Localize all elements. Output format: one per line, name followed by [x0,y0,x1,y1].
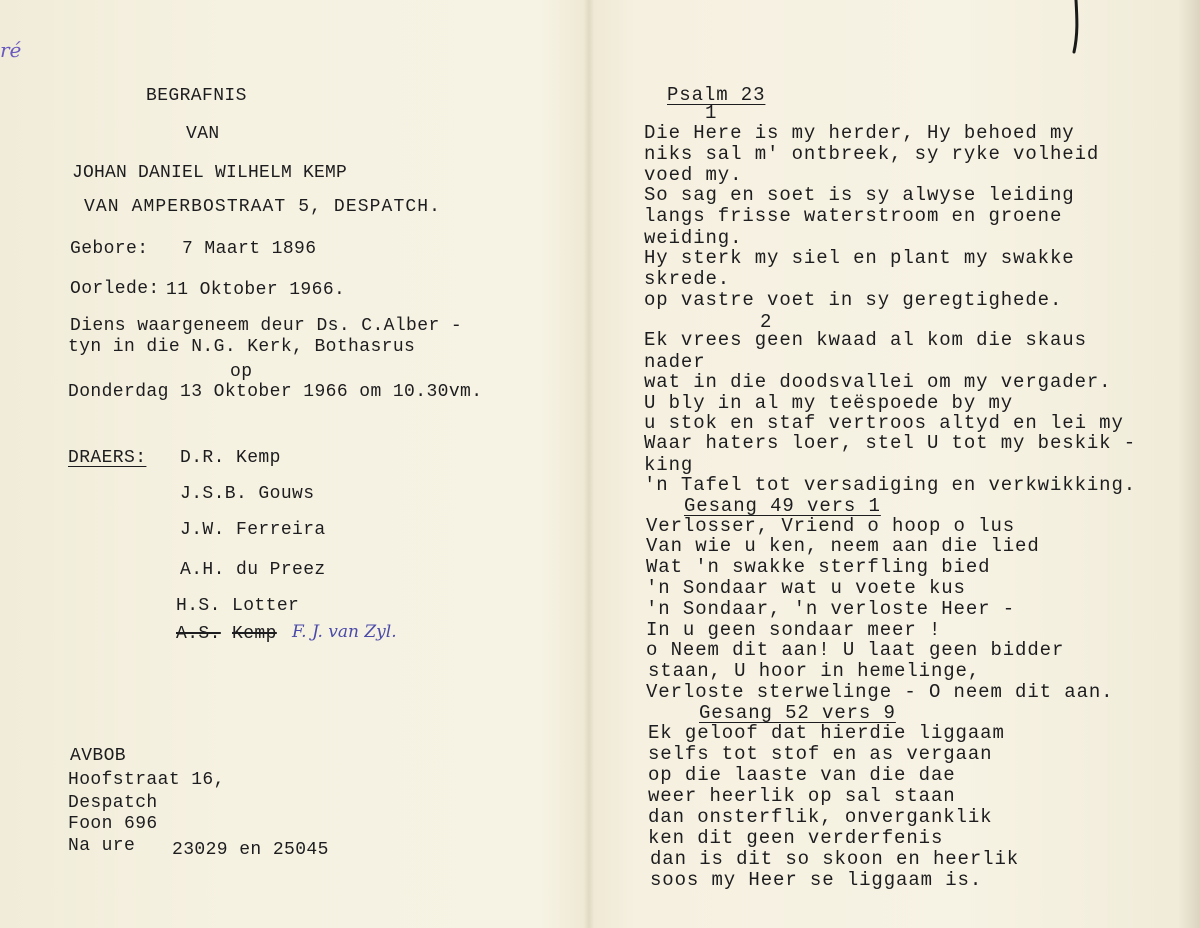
hymn-line: dan is dit so skoon en heerlik [650,848,1020,870]
verse-line: wat in die doodsvallei om my vergader. [644,371,1112,393]
verse-line: weiding. [644,227,743,249]
handwritten-replacement-bearer: F. J. van Zyl. [292,622,397,642]
verse-line: u stok en staf vertroos altyd en lei my [644,412,1124,434]
hymn-line: Verlosser, Vriend o hoop o lus [646,515,1016,537]
contact-phone: Foon 696 [68,814,158,834]
hymn-line: ken dit geen verderfenis [648,827,944,849]
verse-line: Hy sterk my siel en plant my swakke [644,247,1075,269]
verse-1-marker: 1 [705,102,718,124]
verse-line: So sag en soet is sy alwyse leiding [644,184,1075,206]
verse-line: skrede. [644,268,731,290]
verse-line: Die Here is my herder, Hy behoed my [644,122,1075,144]
handwritten-corner-mark: ré [0,38,22,62]
verse-line: langs frisse waterstroom en groene [644,205,1063,227]
hymn-line: op die laaste van die dae [648,764,956,786]
born-date: 7 Maart 1896 [182,239,317,259]
bearer-item: D.R. Kemp [180,448,281,468]
gesang-49-heading: Gesang 49 vers 1 [684,495,881,517]
struck-bearer [176,625,277,643]
verse-line: niks sal m' ontbreek, sy ryke volheid [644,143,1100,165]
bearer-item: J.W. Ferreira [180,520,326,540]
contact-town: Despatch [68,793,158,813]
deceased-address: VAN AMPERBOSTRAAT 5, DESPATCH. [84,197,442,217]
bearer-item: A.H. du Preez [180,560,326,580]
after-hours-numbers: 23029 en 25045 [172,840,329,860]
struck-bearer-initials: A.S. [176,624,221,644]
contact-street: Hoofstraat 16, [68,770,225,790]
psalm-heading: Psalm 23 [667,84,766,106]
verse-line: voed my. [644,164,743,186]
service-line: Diens waargeneem deur Ds. C.Alber - [70,316,463,336]
gesang-52-heading: Gesang 52 vers 9 [699,702,896,724]
bearers-label: DRAERS: [68,448,147,468]
service-line: tyn in die N.G. Kerk, Bothasrus [68,337,416,357]
verse-2-marker: 2 [760,311,773,333]
hymn-line: soos my Heer se liggaam is. [650,869,983,891]
deceased-name: JOHAN DANIEL WILHELM KEMP [72,163,348,183]
hymn-line: selfs tot stof en as vergaan [648,743,993,765]
verse-line: nader [644,351,706,373]
died-date: 11 Oktober 1966. [166,280,346,300]
hymn-line: 'n Sondaar, 'n verloste Heer - [646,598,1016,620]
hymn-line: weer heerlik op sal staan [648,785,956,807]
hymn-line: In u geen sondaar meer ! [646,619,942,641]
hymn-line: staan, U hoor in hemelinge, [648,660,981,682]
born-label: Gebore: [70,239,149,259]
center-fold [584,0,594,928]
contact-org: AVBOB [70,746,127,766]
hymn-line: Wat 'n swakke sterfling bied [646,556,991,578]
verse-line: Waar haters loer, stel U tot my beskik - [644,432,1137,454]
hymn-line: Van wie u ken, neem aan die lied [646,535,1040,557]
verse-line: U bly in al my teëspoede by my [644,392,1014,414]
hymn-line: 'n Sondaar wat u voete kus [646,577,966,599]
paper-edge-shadow [1178,0,1200,928]
document-title: BEGRAFNIS [146,86,247,106]
van-label: VAN [186,124,220,144]
died-label: Oorlede: [70,279,160,299]
verse-line: op vastre voet in sy geregtighede. [644,289,1063,311]
bearer-item: J.S.B. Gouws [180,484,315,504]
bearer-item: H.S. Lotter [176,596,300,616]
service-line: op [230,362,253,382]
verse-line: 'n Tafel tot versadiging en verkwikking. [644,474,1137,496]
verse-line: king [644,454,694,476]
verse-line: Ek vrees geen kwaad al kom die skaus [644,329,1087,351]
hymn-line: Verloste sterwelinge - O neem dit aan. [646,681,1114,703]
after-hours-label: Na ure [68,836,136,856]
service-line: Donderdag 13 Oktober 1966 om 10.30vm. [68,382,483,402]
hymn-line: Ek geloof dat hierdie liggaam [648,722,1005,744]
hymn-line: dan onsterflik, onverganklik [648,806,993,828]
staple-icon [1068,0,1082,56]
struck-bearer-surname: Kemp [232,624,277,644]
hymn-line: o Neem dit aan! U laat geen bidder [646,639,1065,661]
